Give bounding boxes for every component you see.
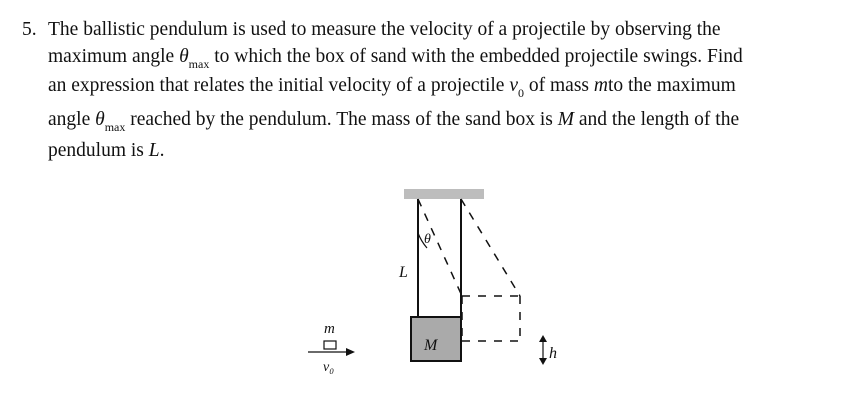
ceiling-support [404, 189, 484, 199]
zero-subscript: 0 [518, 86, 524, 100]
theta-symbol-2: θ [95, 109, 105, 130]
box-mass-symbol: M [557, 109, 574, 130]
line4-text-b: reached by the pendulum. The mass of the sand box is [130, 109, 553, 130]
problem-statement [0, 0, 849, 180]
problem-line-2 [48, 45, 743, 70]
problem-line-3 [48, 74, 736, 99]
max-subscript: max [188, 57, 210, 71]
line3-text-b: of mass [528, 75, 589, 96]
line4-text-a: angle [48, 109, 91, 130]
line5-text-a: pendulum is [48, 140, 144, 161]
line2-text-b: to which the box of sand with the embedded projectile swings. Find [214, 46, 743, 67]
problem-number: 5. [22, 19, 37, 40]
swung-string-right [461, 199, 520, 296]
problem-line-1 [48, 18, 721, 42]
pendulum-diagram [0, 180, 849, 416]
problem-line-5 [48, 139, 164, 163]
line4-text-c: and the length of the [578, 109, 740, 130]
theta-symbol: θ [179, 46, 189, 67]
length-symbol: L [148, 140, 160, 161]
velocity-symbol: v [509, 75, 518, 96]
theta-label: θ [424, 232, 431, 247]
height-arrow-down [539, 358, 547, 365]
line3-text-a: an expression that relates the initial velocity of a projectile [48, 75, 505, 96]
line1-text: The ballistic pendulum is used to measure the velocity of a projectile by observing the [48, 19, 721, 40]
ballistic-pendulum-figure [0, 180, 849, 416]
projectile [324, 341, 336, 349]
line2-text-a: maximum angle [48, 46, 175, 67]
velocity-arrow-head [346, 348, 355, 356]
problem-line-4 [48, 108, 739, 133]
length-label: L [399, 264, 408, 281]
velocity-label: v₀ [323, 360, 335, 375]
swung-string-left [418, 199, 462, 296]
mass-symbol: m [593, 75, 608, 96]
line5-text-b: . [159, 140, 165, 161]
height-arrow-up [539, 335, 547, 342]
max-subscript-2: max [104, 120, 126, 134]
height-label: h [549, 345, 557, 362]
line3-text-c: to the maximum [607, 75, 736, 96]
box-mass-label: M [424, 337, 438, 354]
projectile-mass-label: m [324, 321, 335, 337]
